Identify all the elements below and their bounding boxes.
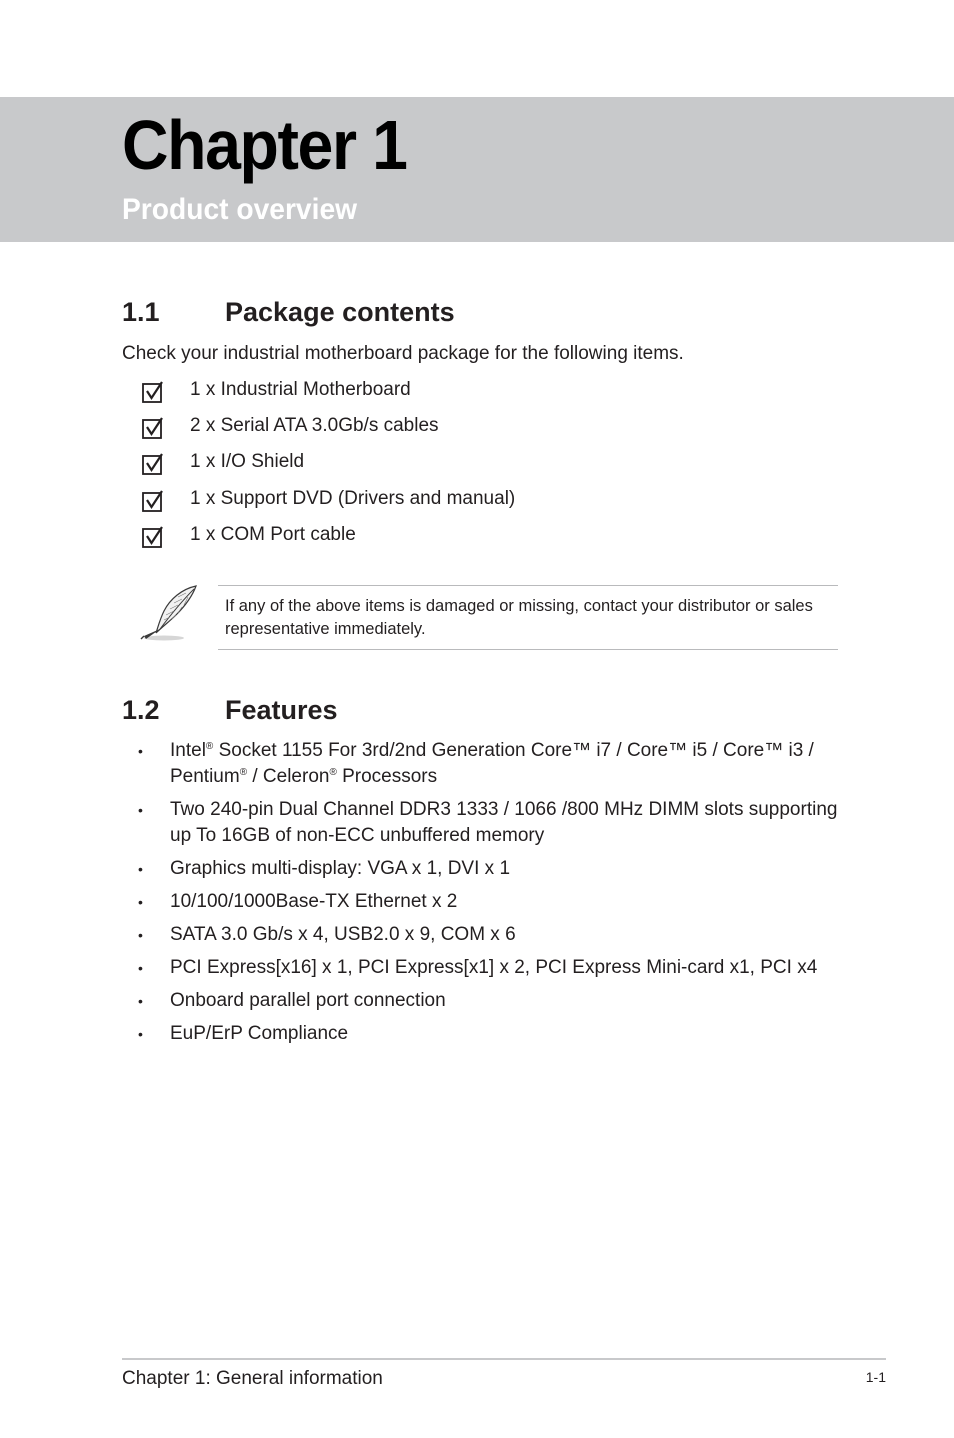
list-item (122, 1021, 842, 1047)
feature-text: SATA 3.0 Gb/s x 4, USB2.0 x 9, COM x 6 (170, 924, 516, 945)
list-item (142, 522, 515, 558)
features-list (122, 738, 842, 1054)
checked-box-icon (142, 453, 164, 475)
feature-text: Onboard parallel port connection (170, 990, 446, 1011)
bullet: • (138, 861, 143, 877)
bullet: • (138, 802, 143, 818)
footer-divider (122, 1358, 886, 1360)
bullet: • (138, 927, 143, 943)
list-item (122, 889, 842, 915)
package-checklist (142, 377, 515, 558)
package-item-label: 1 x Industrial Motherboard (190, 379, 411, 400)
feature-text: Two 240-pin Dual Channel DDR3 1333 / 1066 /800 MHz DIMM slots supporting up To 16GB of non-ECC unbuffered memory (170, 799, 838, 846)
list-item (142, 413, 515, 449)
feature-text: Graphics multi-display: VGA x 1, DVI x 1 (170, 858, 511, 879)
chapter-subtitle: Product overview (122, 193, 358, 226)
section-heading-package-contents (122, 296, 455, 328)
list-item (122, 797, 842, 849)
list-item (122, 988, 842, 1014)
list-item (142, 377, 515, 413)
feature-text-part: / Celeron (247, 766, 330, 787)
registered-mark: ® (239, 767, 248, 778)
bullet: • (138, 1026, 143, 1042)
registered-mark: ® (205, 741, 214, 752)
feature-text: 10/100/1000Base-TX Ethernet x 2 (170, 891, 458, 912)
checked-box-icon (142, 490, 164, 512)
list-item (142, 486, 515, 522)
registered-mark: ® (329, 767, 337, 778)
package-item-label: 2 x Serial ATA 3.0Gb/s cables (190, 415, 439, 437)
bullet: • (138, 894, 143, 910)
feature-text: EuP/ErP Compliance (170, 1023, 349, 1044)
section-number: 1.1 (122, 297, 160, 327)
list-item (142, 449, 515, 485)
page-number: 1-1 (865, 1369, 886, 1385)
note-text: If any of the above items is damaged or missing, contact your distributor or sales representative immediately. (225, 597, 813, 638)
section-number: 1.2 (122, 695, 160, 725)
section-heading-features (122, 694, 338, 726)
package-item-label: 1 x I/O Shield (190, 451, 305, 473)
list-item (122, 738, 842, 790)
package-item-label: 1 x Support DVD (Drivers and manual) (190, 487, 516, 509)
list-item (122, 922, 842, 948)
bullet: • (138, 743, 143, 759)
list-item (122, 955, 842, 981)
footer-chapter-label: Chapter 1: General information (122, 1368, 383, 1389)
chapter-title: Chapter 1 (122, 106, 407, 184)
package-item-label: 1 x COM Port cable (190, 523, 356, 545)
feature-text-part: Processors (336, 766, 438, 787)
bullet: • (138, 960, 143, 976)
quill-pen-icon (138, 583, 202, 643)
feature-text: PCI Express[x16] x 1, PCI Express[x1] x 2, PCI Express Mini-card x1, PCI x4 (170, 957, 818, 978)
list-item (122, 856, 842, 882)
checked-box-icon (142, 381, 164, 403)
bullet: • (138, 993, 143, 1009)
package-intro-text: Check your industrial motherboard package for the following items. (122, 343, 684, 364)
section-title: Package contents (225, 297, 455, 327)
section-title: Features (225, 695, 338, 725)
feature-text-part: Intel (170, 740, 206, 761)
checked-box-icon (142, 526, 164, 548)
feature-text-part: Socket 1155 For 3rd/2nd Generation Core™ i7 / Core™ i5 / Core™ i3 / Pentium (170, 740, 814, 787)
checked-box-icon (142, 417, 164, 439)
